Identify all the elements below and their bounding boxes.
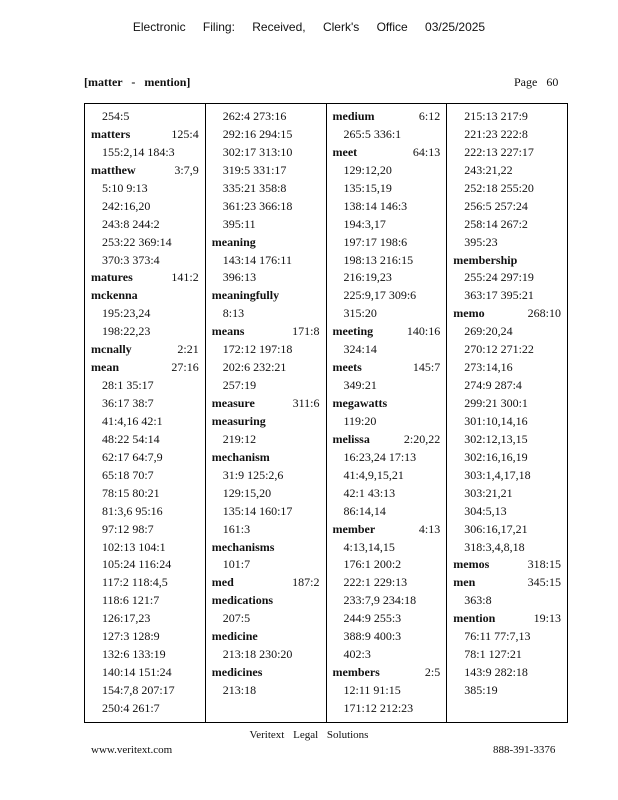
index-reference-line: 402:3 (343, 647, 371, 662)
index-headword-entry (206, 574, 326, 592)
headword: membership (453, 252, 518, 267)
index-reference-line: 222:13 227:17 (464, 144, 534, 159)
index-headword-entry (447, 574, 567, 592)
index-reference-line: 363:17 395:21 (464, 288, 534, 303)
headword: measure (211, 396, 255, 410)
headword-reference (320, 592, 326, 610)
index-reference-line: 119:20 (343, 413, 377, 428)
headword: megawatts (332, 396, 388, 410)
index-reference-line: 154:7,8 207:17 (102, 683, 175, 697)
index-reference-line: 274:9 287:4 (464, 378, 522, 393)
headword-reference (320, 628, 326, 646)
index-headword-entry (447, 305, 567, 323)
index-headword-entry (206, 287, 326, 305)
index-reference-line: 303:21,21 (464, 485, 513, 500)
headword: meaningfully (211, 288, 280, 303)
headword-reference: 19:13 (533, 611, 561, 626)
index-reference-line: 270:12 271:22 (464, 342, 534, 357)
index-reference-line: 78:15 80:21 (102, 485, 160, 500)
index-reference-line: 171:12 212:23 (343, 700, 414, 715)
index-reference-line: 140:14 151:24 (102, 665, 172, 680)
index-reference-line: 219:12 (222, 431, 257, 446)
index-reference-line: 143:9 282:18 (464, 665, 528, 680)
index-reference-line: 388:9 400:3 (343, 629, 402, 644)
index-reference-line: 273:14,16 (464, 360, 513, 375)
index-headword-entry (85, 126, 205, 144)
index-reference-line: 242:16,20 (102, 198, 151, 213)
index-reference-line: 48:22 54:14 (102, 431, 160, 446)
index-reference-line: 303:1,4,17,18 (464, 467, 531, 482)
headword: memo (453, 306, 485, 321)
headword-reference: 2:21 (177, 342, 199, 357)
headword-reference: 318:15 (527, 557, 561, 572)
footer-phone: 888-391-3376 (493, 744, 556, 756)
index-headword-entry (327, 431, 447, 449)
index-reference-line: 129:15,20 (222, 485, 272, 500)
index-reference-line: 255:24 297:19 (464, 270, 534, 285)
index-headword-entry (206, 664, 326, 682)
index-reference-line: 324:14 (343, 342, 377, 357)
index-reference-line: 8:13 (222, 306, 245, 321)
index-reference-line: 195:23,24 (102, 306, 151, 321)
index-reference-line: 216:19,23 (343, 270, 392, 285)
index-reference-line: 396:13 (222, 270, 257, 285)
index-reference-line: 117:2 118:4,5 (102, 575, 168, 590)
headword-reference (320, 539, 326, 557)
headword: members (332, 665, 380, 680)
footer-company: Veritext Legal Solutions (249, 729, 369, 741)
headword-reference (440, 395, 446, 413)
index-reference-line: 129:12,20 (343, 162, 392, 177)
index-headword-entry (327, 664, 447, 682)
headword-reference: 171:8 (292, 324, 320, 339)
index-headword-entry (85, 359, 205, 377)
index-reference-line: 253:22 369:14 (102, 234, 172, 249)
index-reference-line: 299:21 300:1 (464, 396, 528, 410)
headword: meaning (211, 234, 256, 249)
index-reference-line: 258:14 267:2 (464, 216, 528, 231)
headword: memos (453, 557, 490, 572)
index-reference-line: 207:5 (222, 611, 251, 626)
index-reference-line: 302:12,13,15 (464, 431, 528, 446)
headword: member (332, 521, 376, 536)
index-reference-line: 221:23 222:8 (464, 126, 528, 141)
index-reference-line: 28:1 35:17 (102, 378, 154, 393)
headword-reference: 4:13 (418, 521, 441, 536)
index-headword-entry (327, 395, 447, 413)
index-reference-line: 16:23,24 17:13 (343, 449, 417, 464)
index-column-2 (206, 104, 327, 722)
index-reference-line: 81:3,6 95:16 (102, 503, 163, 518)
page-number: Page 60 (514, 75, 559, 89)
headword-reference (320, 287, 326, 305)
index-reference-line: 132:6 133:19 (102, 647, 166, 662)
word-index-table (84, 103, 568, 723)
index-headword-entry (206, 592, 326, 610)
headword: mckenna (91, 288, 138, 303)
index-headword-entry (85, 287, 205, 305)
index-reference-line: 319:5 331:17 (222, 162, 287, 177)
headword: med (211, 575, 234, 590)
headword: meets (332, 360, 362, 375)
headword: melissa (332, 431, 370, 446)
index-reference-line: 161:3 (222, 521, 251, 536)
headword: mcnally (91, 342, 132, 357)
headword: matthew (91, 162, 136, 177)
index-reference-line: 198:13 216:15 (343, 252, 414, 267)
index-headword-entry (206, 449, 326, 467)
headword-reference (320, 234, 326, 252)
index-reference-line: 302:16,16,19 (464, 449, 528, 464)
headword: meeting (332, 324, 374, 339)
index-reference-line: 395:23 (464, 234, 498, 249)
index-reference-line: 213:18 (222, 683, 257, 697)
index-reference-line: 12:11 91:15 (343, 683, 401, 697)
footer-website: www.veritext.com (91, 744, 173, 756)
headword-reference: 125:4 (171, 126, 199, 141)
headword: mechanism (211, 449, 270, 464)
index-reference-line: 4:13,14,15 (343, 539, 395, 554)
headword: meet (332, 144, 358, 159)
index-reference-line: 243:8 244:2 (102, 216, 160, 231)
index-reference-line: 86:14,14 (343, 503, 386, 518)
headword-reference: 140:16 (406, 324, 441, 339)
index-reference-line: 349:21 (343, 378, 377, 393)
index-reference-line: 194:3,17 (343, 216, 386, 231)
index-headword-entry (327, 521, 447, 539)
index-column-4 (447, 104, 567, 722)
headword-reference: 2:5 (424, 665, 441, 680)
headword: matures (91, 270, 133, 285)
headword-reference: 2:20,22 (403, 431, 441, 446)
index-headword-entry (85, 341, 205, 359)
headword: medicine (211, 629, 258, 644)
index-headword-entry (206, 628, 326, 646)
index-reference-line: 318:3,4,8,18 (464, 539, 525, 554)
headword-reference (199, 287, 205, 305)
index-reference-line: 202:6 232:21 (222, 360, 287, 375)
headword: mention (453, 611, 496, 626)
headword: medicines (211, 665, 263, 680)
filing-stamp: Electronic Filing: Received, Clerk's Office 03/25/2025 (132, 20, 486, 34)
index-reference-line: 41:4,16 42:1 (102, 413, 163, 428)
headword: mean (91, 360, 119, 375)
index-reference-line: 361:23 366:18 (222, 198, 293, 213)
headword: measuring (211, 413, 266, 428)
headword: medium (332, 109, 375, 123)
index-reference-line: 250:4 261:7 (102, 700, 160, 715)
index-reference-line: 306:16,17,21 (464, 521, 528, 536)
index-reference-line: 78:1 127:21 (464, 647, 522, 662)
index-reference-line: 335:21 358:8 (222, 180, 287, 195)
index-reference-line: 265:5 336:1 (343, 126, 402, 141)
headword-reference: 145:7 (412, 360, 441, 375)
headword-reference: 3:7,9 (174, 162, 199, 177)
index-reference-line: 127:3 128:9 (102, 629, 160, 644)
headword: means (211, 324, 245, 339)
index-headword-entry (206, 234, 326, 252)
index-reference-line: 252:18 255:20 (464, 180, 534, 195)
index-column-3 (327, 104, 448, 722)
headword: mechanisms (211, 539, 275, 554)
index-headword-entry (206, 539, 326, 557)
index-reference-line: 256:5 257:24 (464, 198, 528, 213)
index-reference-line: 222:1 229:13 (343, 575, 408, 590)
index-headword-entry (206, 323, 326, 341)
index-headword-entry (327, 359, 447, 377)
index-reference-line: 102:13 104:1 (102, 539, 166, 554)
index-reference-line: 36:17 38:7 (102, 396, 154, 410)
index-reference-line: 42:1 43:13 (343, 485, 396, 500)
index-reference-line: 233:7,9 234:18 (343, 593, 417, 608)
index-headword-entry (85, 269, 205, 287)
headword-reference: 187:2 (292, 575, 320, 590)
headword-reference: 311:6 (292, 396, 320, 410)
index-reference-line: 76:11 77:7,13 (464, 629, 531, 644)
index-reference-line: 5:10 9:13 (102, 180, 148, 195)
index-reference-line: 215:13 217:9 (464, 109, 528, 123)
index-reference-line: 143:14 176:11 (222, 252, 292, 267)
index-reference-line: 292:16 294:15 (222, 126, 293, 141)
index-reference-line: 244:9 255:3 (343, 611, 402, 626)
index-reference-line: 198:22,23 (102, 324, 151, 339)
index-headword-entry (447, 610, 567, 628)
index-reference-line: 176:1 200:2 (343, 557, 402, 572)
index-reference-line: 363:8 (464, 593, 492, 608)
index-reference-line: 135:14 160:17 (222, 503, 293, 518)
index-reference-line: 213:18 230:20 (222, 647, 293, 662)
headword-reference (320, 449, 326, 467)
headword-reference: 141:2 (171, 270, 199, 285)
index-reference-line: 262:4 273:16 (222, 109, 287, 123)
index-reference-line: 105:24 116:24 (102, 557, 172, 572)
index-column-1 (85, 104, 206, 722)
index-reference-line: 197:17 198:6 (343, 234, 408, 249)
index-reference-line: 304:5,13 (464, 503, 507, 518)
index-reference-line: 257:19 (222, 378, 257, 393)
index-headword-entry (447, 556, 567, 574)
index-reference-line: 395:11 (222, 216, 256, 231)
headword-reference (561, 252, 567, 270)
index-reference-line: 135:15,19 (343, 180, 392, 195)
index-reference-line: 301:10,14,16 (464, 413, 528, 428)
headword-reference: 6:12 (418, 109, 441, 123)
index-reference-line: 370:3 373:4 (102, 252, 160, 267)
index-headword-entry (85, 162, 205, 180)
headword-reference (320, 413, 326, 431)
index-reference-line: 155:2,14 184:3 (102, 144, 175, 159)
headword: matters (91, 126, 131, 141)
headword-reference (320, 664, 326, 682)
index-reference-line: 385:19 (464, 683, 498, 697)
headword: men (453, 575, 476, 590)
headword-reference: 345:15 (527, 575, 561, 590)
index-reference-line: 243:21,22 (464, 162, 513, 177)
index-headword-entry (327, 144, 447, 162)
index-headword-entry (327, 323, 447, 341)
index-reference-line: 97:12 98:7 (102, 521, 154, 536)
index-reference-line: 315:20 (343, 306, 377, 321)
headword: medications (211, 593, 274, 608)
headword-reference: 64:13 (412, 144, 441, 159)
index-headword-entry (327, 108, 447, 126)
index-reference-line: 118:6 121:7 (102, 593, 160, 608)
index-reference-line: 126:17,23 (102, 611, 151, 626)
headword-reference: 268:10 (527, 306, 561, 321)
index-reference-line: 254:5 (102, 109, 130, 123)
index-reference-line: 172:12 197:18 (222, 342, 293, 357)
headword-reference: 27:16 (171, 360, 199, 375)
index-reference-line: 62:17 64:7,9 (102, 449, 163, 464)
index-reference-line: 65:18 70:7 (102, 467, 154, 482)
index-reference-line: 31:9 125:2,6 (222, 467, 284, 482)
index-reference-line: 138:14 146:3 (343, 198, 408, 213)
index-reference-line: 269:20,24 (464, 324, 513, 339)
index-headword-entry (206, 395, 326, 413)
index-reference-line: 302:17 313:10 (222, 144, 293, 159)
index-reference-line: 101:7 (222, 557, 251, 572)
index-range-header: [matter - mention] (84, 75, 191, 89)
index-reference-line: 41:4,9,15,21 (343, 467, 404, 482)
index-reference-line: 225:9,17 309:6 (343, 288, 417, 303)
index-headword-entry (447, 252, 567, 270)
index-headword-entry (206, 413, 326, 431)
